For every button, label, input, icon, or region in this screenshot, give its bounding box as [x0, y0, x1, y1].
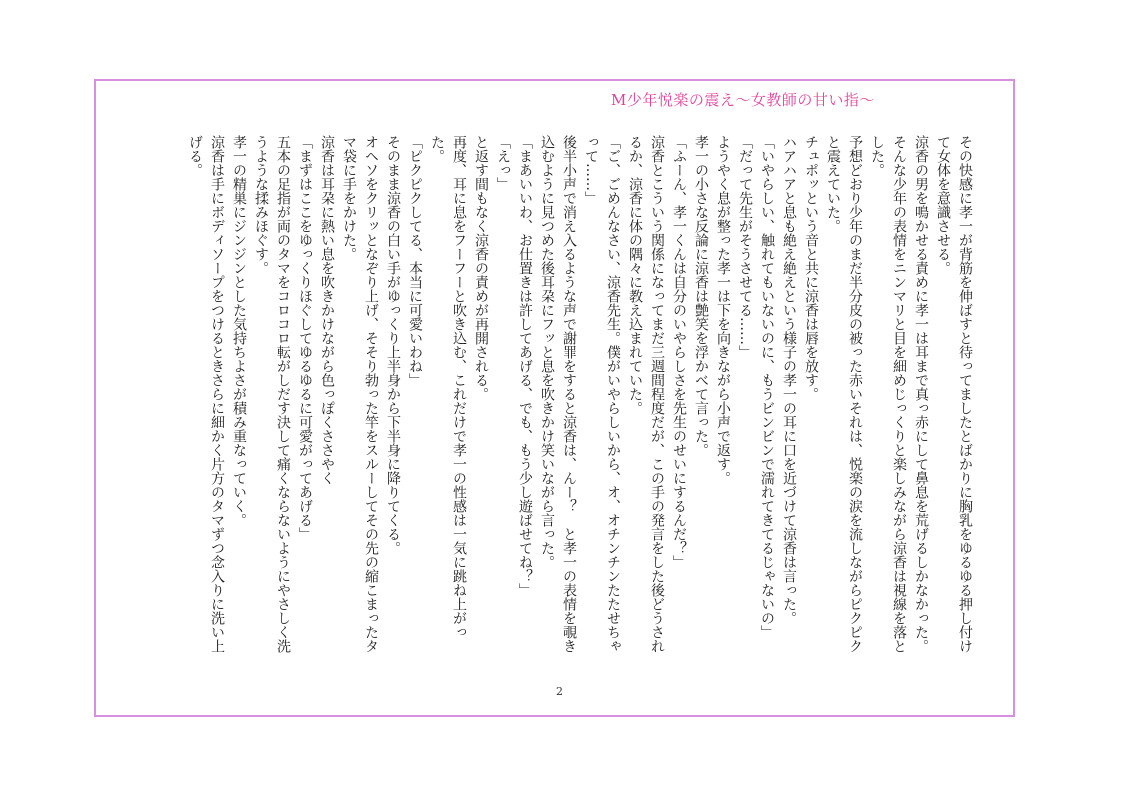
- running-header-title: M少年悦楽の震え～女教師の甘い指～: [611, 91, 875, 109]
- text-line: 涼香は手にボディソープをつけるときさらに細かく片方のタマずつ念入りに洗い上げる。: [187, 135, 225, 653]
- text-line: 「ピクピクしてる、本当に可愛いわね」: [407, 135, 423, 387]
- text-line: 孝一の小さな反論に涼香は艶笑を浮かべて言った。: [693, 135, 709, 457]
- text-line: ハアハアと息も絶え絶えという様子の孝一の耳に口を近づけて涼香は言った。: [781, 135, 797, 625]
- text-line: 再度、耳に息をフーフーと吹き込む、これだけで孝一の性感は一気に跳ね上がった。: [429, 135, 467, 639]
- text-line: オヘソをクリッとなぞり上げ、そそり勃った竿をスルーしてその先の縮こまったタマ袋に手をかけた。: [341, 135, 379, 653]
- text-line: 「まずはここをゆっくりほぐしてゆるゆるに可愛がってあげる」: [297, 135, 313, 541]
- vertical-text-body: [160, 135, 976, 660]
- text-line: 孝一の精巣にジンジンとした気持ちよさが積み重なっていく。: [231, 135, 247, 527]
- text-line: チュポッという音と共に涼香は唇を放す。: [803, 135, 819, 401]
- text-line: 五本の足指が両のタマをコロコロ転がしだす決して痛くならないようにやさしく洗うような揉みほぐす。: [253, 135, 291, 653]
- text-line: 涼香は耳朶に熱い息を吹きかけながら色っぽくささやく: [319, 135, 335, 485]
- text-line: 涼香とこういう関係になってまだ三週間程度だが、この手の発言をした後どうされるか、涼香に体の隅々に教え込まれていた。: [627, 135, 665, 653]
- text-line: 後半小声で消え入るような声で謝罪をすると涼香は、んー？ と孝一の表情を覗き込むように見つめた後耳朶にフッと息を吹きかけ笑いながら言った。: [539, 135, 577, 653]
- text-line: 「えっ」: [495, 135, 511, 191]
- text-line: 予想どおり少年のまだ半分皮の被った赤いそれは、悦楽の涙を流しながらピクピクと震えていた。: [825, 135, 863, 653]
- text-line: ようやく息が整った孝一は下を向きながら小声で返す。: [715, 135, 731, 485]
- text-line: そんな少年の表情をニンマリと目を細めじっくりと楽しみながら涼香は視線を落とした。: [869, 135, 907, 653]
- text-line: 涼香の男を鳴かせる責めに孝一は耳まで真っ赤にして鼻息を荒げるしかなかった。: [913, 135, 929, 653]
- text-line: 「まあいいわ、お仕置きは許してあげる、でも、もう少し遊ばせてね？」: [517, 135, 533, 597]
- text-line: 「いやらしい、触れてもいないのに、もうビンビンで濡れてきてるじゃないの」: [759, 135, 775, 639]
- text-line: 「ご、ごめんなさい、涼香先生。僕がいやらしいから、オ、オチンチンたたせちゃって……」: [583, 135, 621, 653]
- text-line: 「だって先生がそうさせてる……」: [737, 135, 753, 359]
- text-line: その快感に孝一が背筋を伸ばすと待ってましたとばかりに胸乳をゆるゆる押し付けて女体を意識させる。: [935, 135, 973, 653]
- text-line: と返す間もなく涼香の責めが再開される。: [473, 135, 489, 401]
- page-number: 2: [556, 685, 563, 698]
- text-line: そのまま涼香の白い手がゆっくり上半身から下半身に降りてくる。: [385, 135, 401, 555]
- text-line: 「ふーん、孝一くんは自分のいやらしさを先生のせいにするんだ？」: [671, 135, 687, 569]
